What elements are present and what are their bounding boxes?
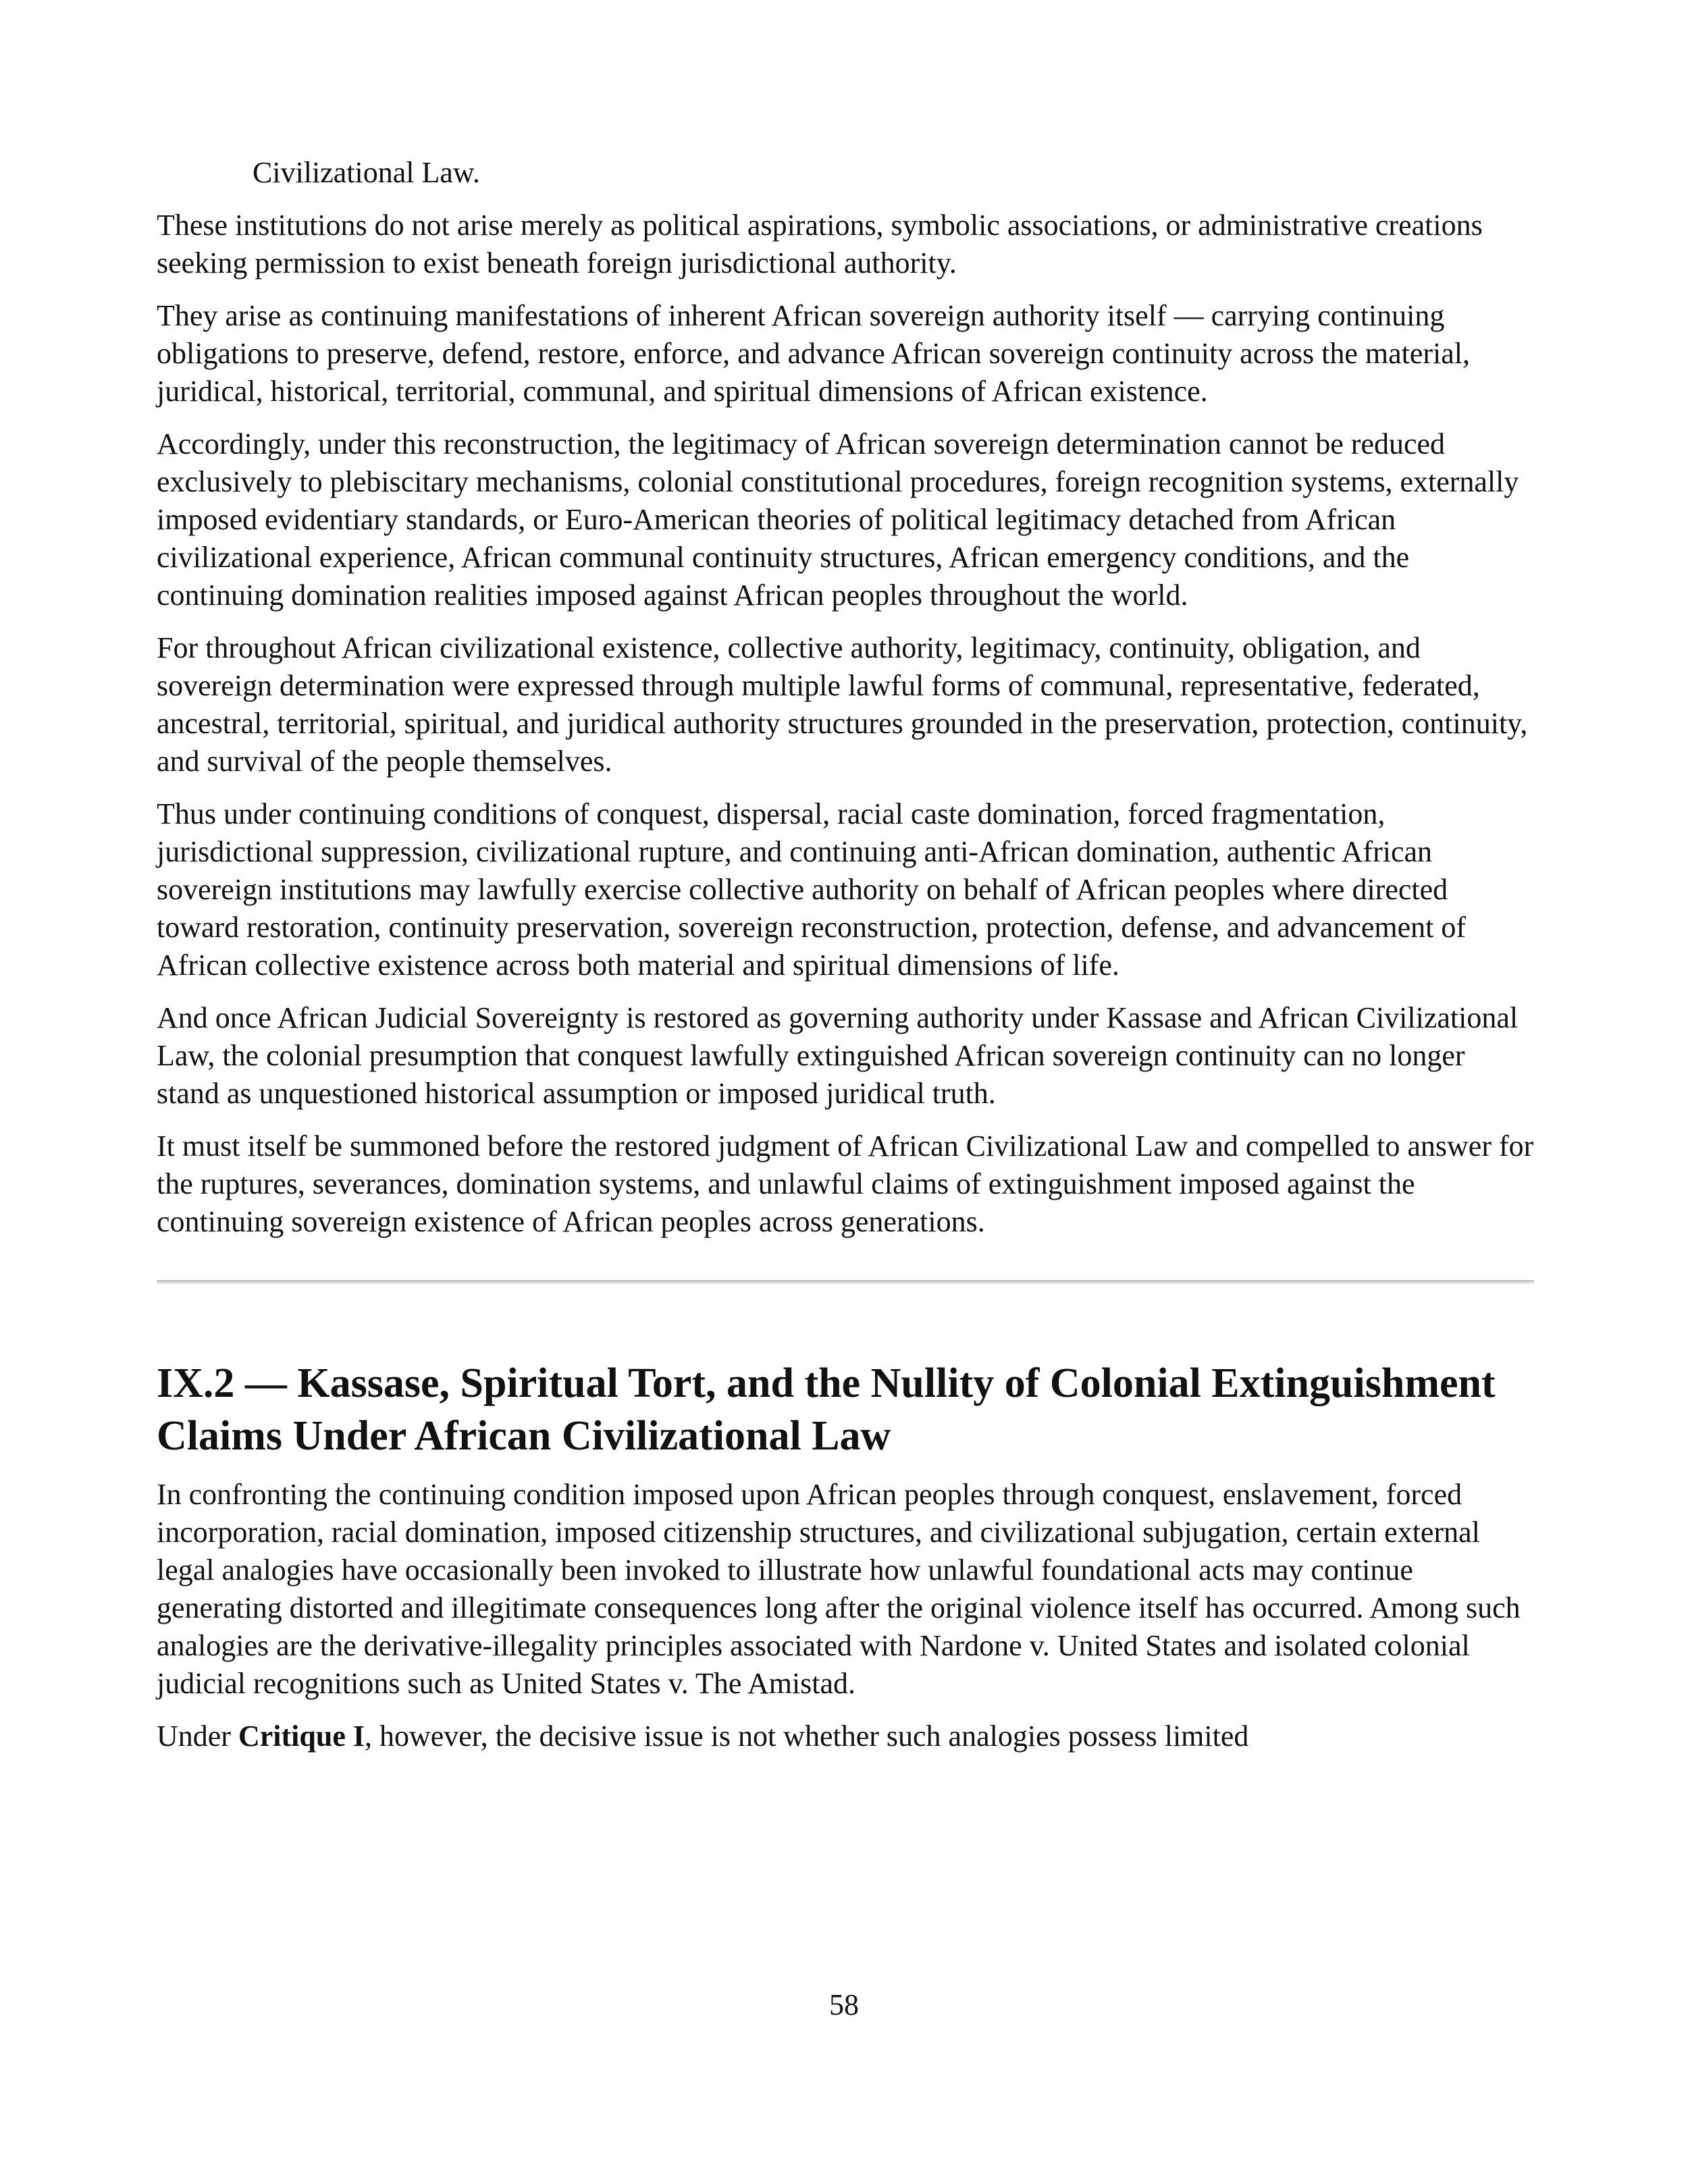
paragraph-summoned: It must itself be summoned before the restored judgment of African Civilizational Law and compelled to answer for the ruptures, severances, domination systems, and unlawful claims of extinguishment imposed against the continuing sovereign existence of African peoples across generations. bbox=[157, 1129, 1534, 1238]
paragraph-manifestations: They arise as continuing manifestations of inherent African sovereign authority itself — carrying continuing obligations to preserve, defend, restore, enforce, and advance African sovereign continuity across the material, juridical, historical, territorial, communal, and spiritual dimensions of African existence. bbox=[157, 299, 1471, 408]
paragraph-legitimacy: Accordingly, under this reconstruction, the legitimacy of African sovereign determination cannot be reduced exclusively to plebiscitary mechanisms, colonial constitutional procedures, foreign recognition systems, externally imposed evidentiary standards, or Euro-American theories of political legitimacy detached from African civilizational experience, African communal continuity structures, African emergency conditions, and the continuing domination realities imposed against African peoples throughout the world. bbox=[157, 427, 1519, 612]
paragraph-judicial-sovereignty: And once African Judicial Sovereignty is restored as governing authority under Kassase and African Civilizational Law, the colonial presumption that conquest lawfully extinguished African sovereign continuity can no longer stand as unquestioned historical assumption or imposed juridical truth. bbox=[157, 1001, 1519, 1110]
paragraph-section-intro: In confronting the continuing condition imposed upon African peoples through conquest, enslavement, forced incorporation, racial domination, imposed citizenship structures, and civilizational subjugation, certain external legal analogies have occasionally been invoked to illustrate how unlawful foundational acts may continue generating distorted and illegitimate consequences long after the original violence itself has occurred. Among such analogies are the derivative-illegality principles associated with Nardone v. United States and isolated colonial judicial recognitions such as United States v. The Amistad. bbox=[157, 1478, 1521, 1700]
critique-suffix: , however, the decisive issue is not whether such analogies possess limited bbox=[364, 1720, 1249, 1753]
critique-prefix: Under bbox=[157, 1720, 238, 1753]
page-number: 58 bbox=[829, 1988, 859, 2021]
continuation-line: Civilizational Law. bbox=[253, 156, 480, 189]
critique-bold-term: Critique I bbox=[238, 1720, 365, 1753]
paragraph-critique bbox=[157, 1717, 1534, 1755]
paragraph-continuing-conditions: Thus under continuing conditions of conquest, dispersal, racial caste domination, forced fragmentation, jurisdictional suppression, civilizational rupture, and continuing anti-African domination, authentic African sovereign institutions may lawfully exercise collective authority on behalf of African peoples where directed toward restoration, continuity preservation, sovereign reconstruction, protection, defense, and advancement of African collective existence across both material and spiritual dimensions of life. bbox=[157, 797, 1467, 982]
section-heading: IX.2 — Kassase, Spiritual Tort, and the Nullity of Colonial Extinguishment Claims Under African Civilizational Law bbox=[157, 1360, 1496, 1459]
section-divider bbox=[157, 1280, 1534, 1284]
paragraph-institutions: These institutions do not arise merely as political aspirations, symbolic associations, or administrative creations seeking permission to exist beneath foreign jurisdictional authority. bbox=[157, 209, 1483, 279]
page-body bbox=[157, 154, 1534, 1770]
paragraph-civilizational-existence: For throughout African civilizational existence, collective authority, legitimacy, continuity, obligation, and sovereign determination were expressed through multiple lawful forms of communal, representative, federated, ancestral, territorial, spiritual, and juridical authority structures grounded in the preservation, protection, continuity, and survival of the people themselves. bbox=[157, 631, 1528, 778]
